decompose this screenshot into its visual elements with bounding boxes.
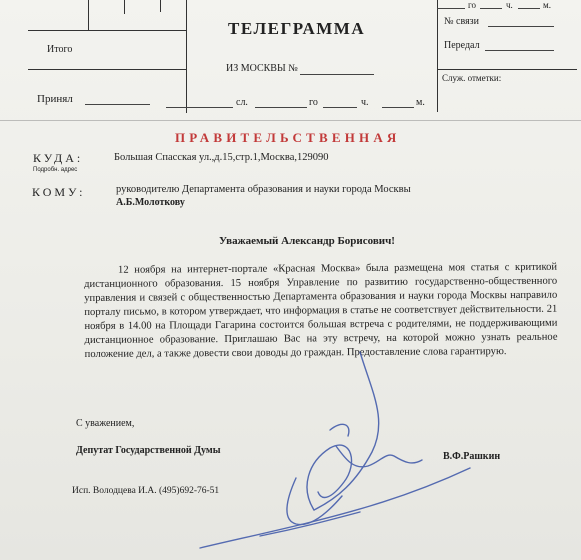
top-minute-line: [518, 8, 540, 9]
prinyal-line: [85, 104, 150, 105]
top-go-label: го: [468, 0, 476, 10]
form-grid-line: [28, 69, 186, 70]
letter-body: 12 ноября на интернет-портале «Красная Москва» была размещена моя статья с критикой дистанционного образования. 15 ноября Управление по развитию государственно-общественного управления и связей с общественностью Департамента образования и науки города Москвы направило порталу письмо, в котором утверждает, что информация в статье не соответствует действительности. 21 ноября в 14.00 на Площади Гагарина состоится большая встреча с родителями, не поддерживающими дистанционное образование. Приглашаю Вас на эту встречу, на которой можно узнать реальное положение дел, а также довести свои доводы до граждан. Предоставление слова гарантирую.: [84, 261, 558, 360]
kuda-label: КУДА:: [33, 151, 84, 165]
top-hour-line: [480, 8, 502, 9]
form-grid-line: [160, 0, 161, 12]
hour-line: [323, 107, 357, 108]
form-grid-line: [437, 69, 577, 70]
address: Большая Спасская ул.,д.15,стр.1,Москва,129090: [114, 152, 329, 163]
form-grid-line: [28, 30, 186, 31]
ch-label: ч.: [361, 97, 369, 108]
form-grid-line: [437, 0, 438, 112]
salutation: Уважаемый Александр Борисович!: [219, 235, 395, 247]
sender-name: В.Ф.Рашкин: [443, 451, 501, 462]
government-category: ПРАВИТЕЛЬСТВЕННАЯ: [175, 130, 401, 145]
minute-line: [382, 107, 414, 108]
svyazi-label: № связи: [444, 16, 479, 27]
telegram-title: ТЕЛЕГРАММА: [228, 19, 366, 38]
peredal-label: Передал: [444, 40, 480, 51]
form-grid-line: [186, 0, 187, 113]
otmetki-label: Служ. отметки:: [442, 73, 502, 83]
top-ch-label: ч.: [506, 0, 513, 10]
form-grid-line: [88, 0, 89, 30]
itogo-label: Итого: [47, 44, 73, 55]
svyazi-line: [488, 26, 554, 27]
komu-label: КОМУ:: [32, 185, 86, 199]
m-label: м.: [416, 97, 425, 108]
from-number-line: [300, 74, 374, 75]
peredal-line: [485, 50, 554, 51]
sender-title: Депутат Государственной Думы: [76, 445, 221, 456]
sl-label: сл.: [236, 97, 248, 108]
recipient-line-1: руководителю Департамента образования и науки города Москвы: [116, 184, 411, 195]
date-line: [255, 107, 307, 108]
go-label: го: [309, 97, 318, 108]
prinyal-label: Принял: [37, 93, 73, 105]
sl-line: [166, 107, 233, 108]
executor-line: Исп. Володцева И.А. (495)692-76-51: [72, 486, 220, 496]
recipient-line-2: А.Б.Молоткову: [116, 197, 185, 208]
closing: С уважением,: [76, 418, 135, 429]
top-m-label: м.: [543, 0, 551, 10]
top-date-line: [437, 8, 465, 9]
from-moscow-label: ИЗ МОСКВЫ №: [226, 63, 298, 74]
form-bottom-rule: [0, 120, 581, 121]
form-grid-line: [124, 0, 125, 14]
kuda-sublabel: Подробн. адрес: [33, 167, 78, 173]
